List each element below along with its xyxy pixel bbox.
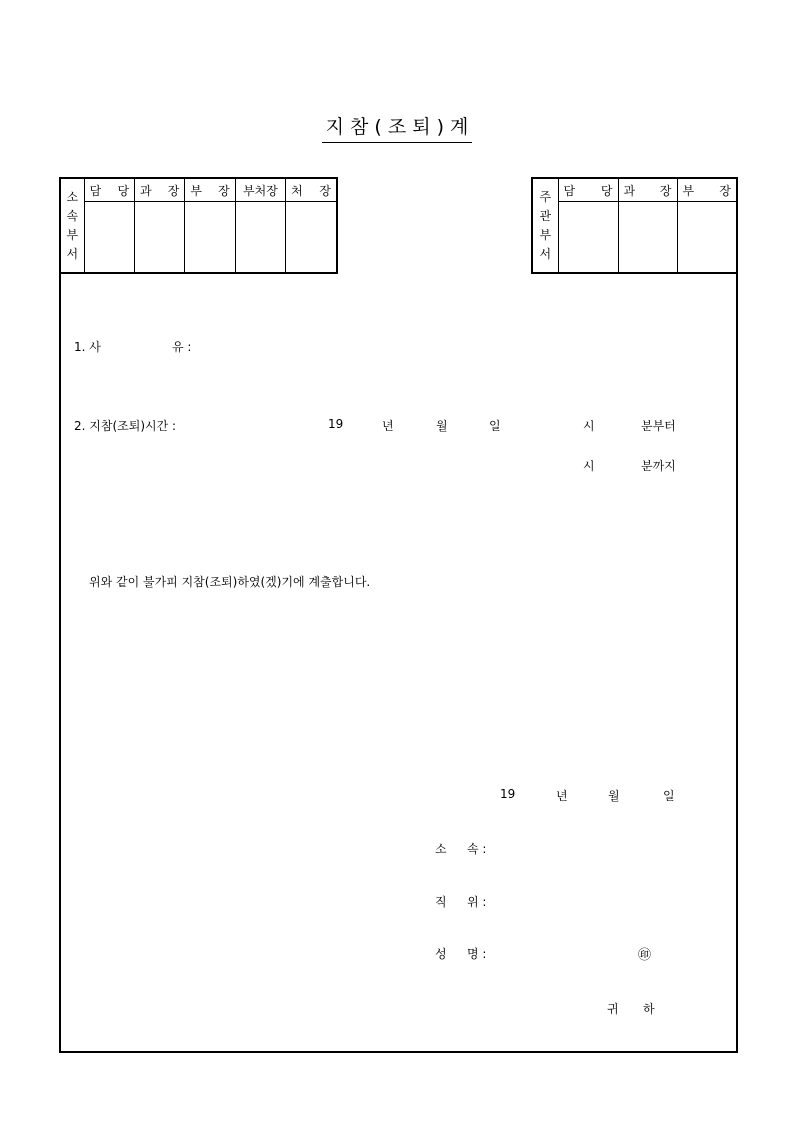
dept-label-a: 소 xyxy=(435,842,447,856)
hour-to-label: 시 xyxy=(583,459,595,473)
right-side-label: 주 관 부 서 xyxy=(532,178,558,273)
statement-text: 위와 같이 불가피 지참(조퇴)하였(겠)기에 계출합니다. xyxy=(89,575,371,589)
header-director: 처 장 xyxy=(286,178,337,202)
header-section-chief: 과 장 xyxy=(135,178,185,202)
name-label-a: 성 xyxy=(435,947,447,961)
right-sign-box-staff[interactable] xyxy=(558,202,618,274)
year-prefix: 19 xyxy=(328,417,344,431)
reason-input[interactable] xyxy=(205,334,725,354)
footer-day-label: 일 xyxy=(663,789,675,803)
position-label-a: 직 xyxy=(435,895,447,909)
right-header-staff: 담 당 xyxy=(558,178,618,202)
footer-month-label: 월 xyxy=(608,789,620,803)
time-label: 2. 지참(조퇴)시간 : xyxy=(74,419,177,433)
position-input[interactable] xyxy=(498,889,678,909)
seal-mark: ㊞ xyxy=(638,948,652,963)
position-label-b: 위 : xyxy=(467,895,487,909)
footer-year-prefix: 19 xyxy=(500,787,516,801)
addressee-label-b: 하 xyxy=(643,1002,655,1016)
right-header-dept-head: 부 장 xyxy=(677,178,737,202)
title-text: 지 참 ( 조 퇴 ) 계 xyxy=(322,112,473,143)
hour-from-label: 시 xyxy=(583,419,595,433)
right-sign-box-dept-head[interactable] xyxy=(677,202,737,274)
month-label: 월 xyxy=(436,419,448,433)
document-title xyxy=(0,112,794,143)
form-frame xyxy=(59,272,738,1053)
sign-box-deputy-director[interactable] xyxy=(235,202,285,274)
name-input[interactable] xyxy=(498,941,628,961)
header-deputy-director: 부처장 xyxy=(235,178,285,202)
footer-year-label: 년 xyxy=(556,789,568,803)
reason-number-label: 1. 사 xyxy=(74,340,101,354)
sign-box-section-chief[interactable] xyxy=(135,202,185,274)
name-label-b: 명 : xyxy=(467,947,487,961)
right-header-section-chief: 과 장 xyxy=(618,178,677,202)
dept-input[interactable] xyxy=(498,836,678,856)
minute-from-label: 분부터 xyxy=(641,419,676,433)
header-staff: 담 당 xyxy=(84,178,134,202)
sign-box-staff[interactable] xyxy=(84,202,134,274)
reason-label: 유 : xyxy=(172,340,192,354)
header-dept-head: 부 장 xyxy=(185,178,235,202)
right-approval-table xyxy=(531,177,738,274)
right-sign-box-section-chief[interactable] xyxy=(618,202,677,274)
minute-to-label: 분까지 xyxy=(641,459,676,473)
sign-box-director[interactable] xyxy=(286,202,337,274)
left-side-label: 소 속 부 서 xyxy=(60,178,84,273)
dept-label-b: 속 : xyxy=(467,842,487,856)
sign-box-dept-head[interactable] xyxy=(185,202,235,274)
left-approval-table xyxy=(59,177,338,274)
day-label: 일 xyxy=(489,419,501,433)
year-label: 년 xyxy=(382,419,394,433)
addressee-label-a: 귀 xyxy=(607,1002,619,1016)
